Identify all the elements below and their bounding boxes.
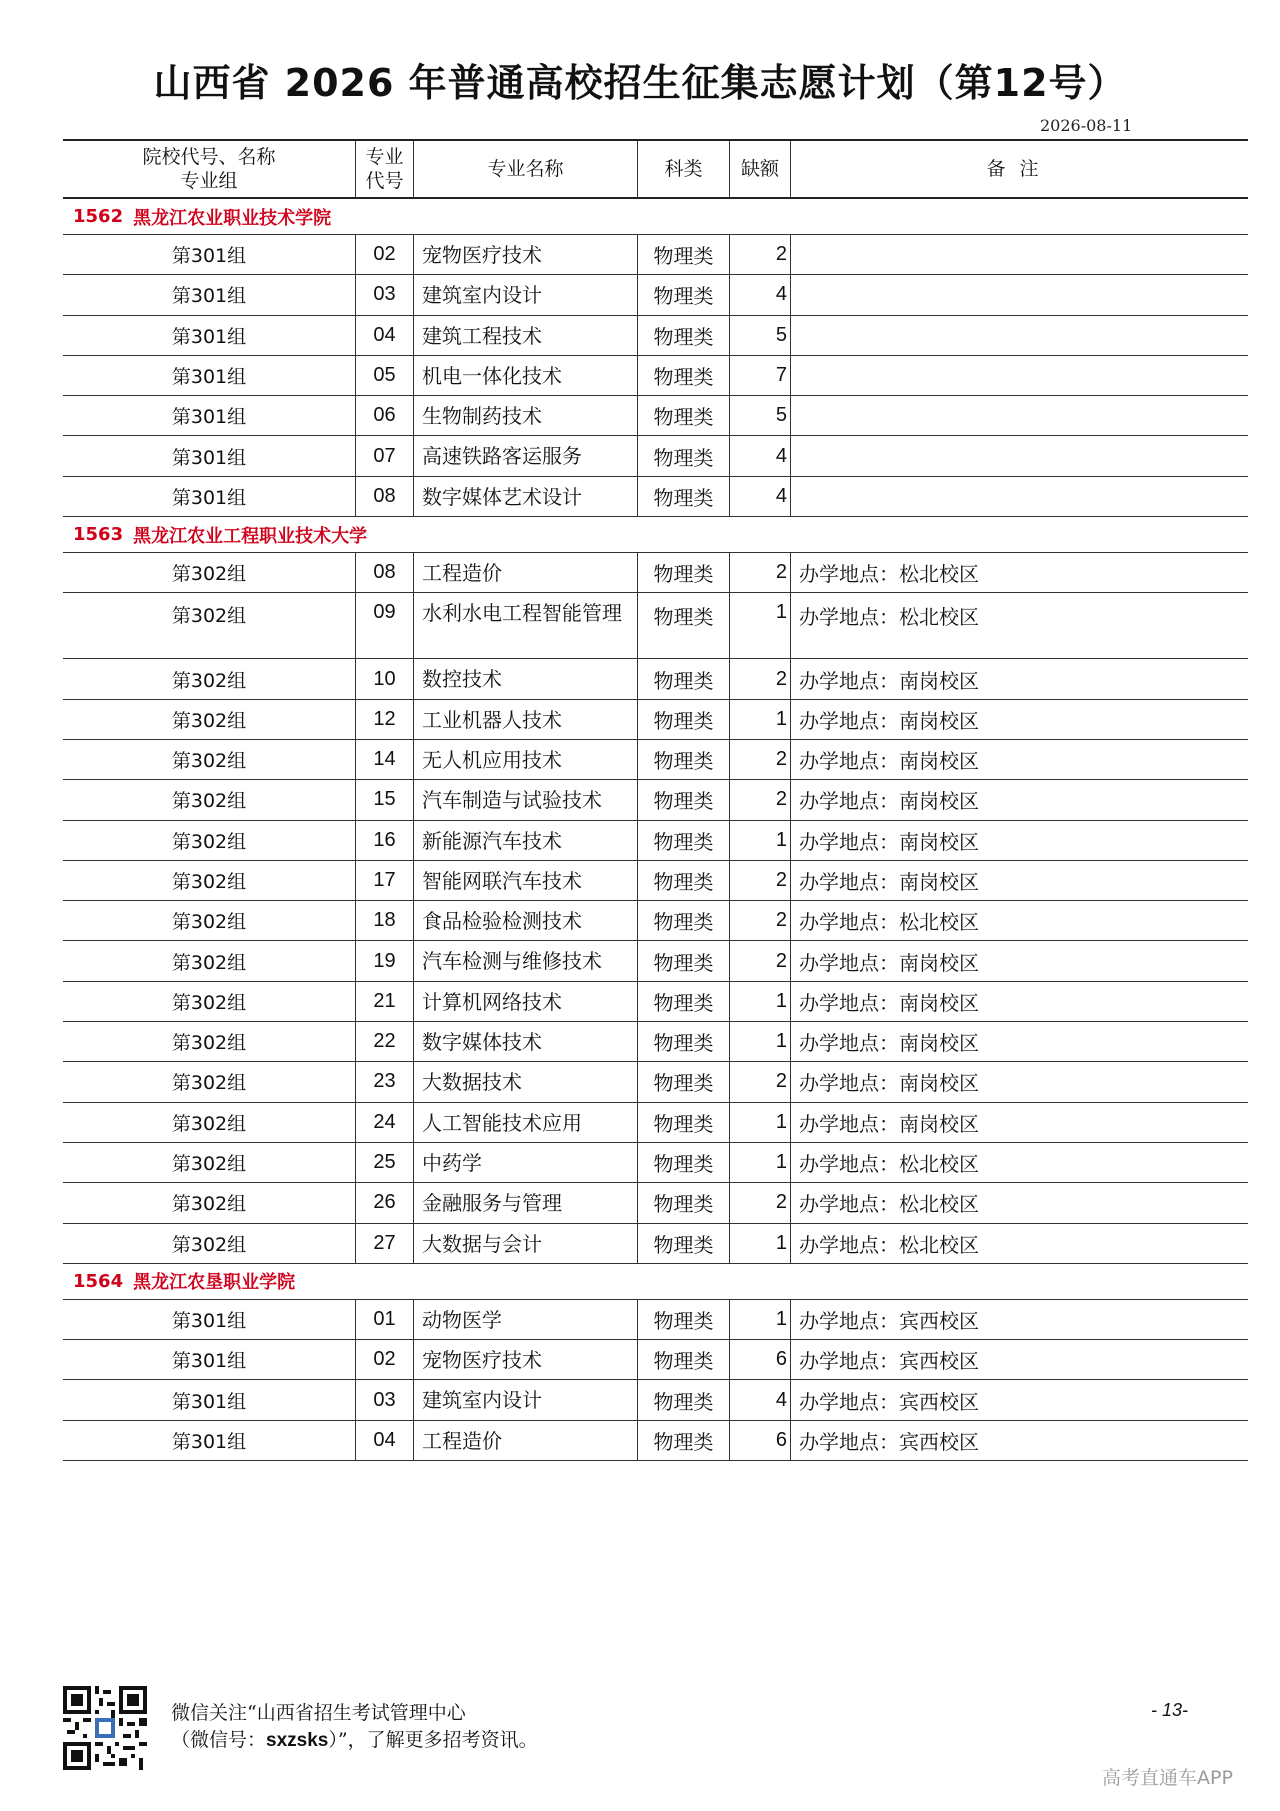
row-note: 办学地点：松北校区 (790, 901, 1248, 940)
row-note (790, 275, 1248, 314)
row-major-name: 生物制药技术 (413, 396, 637, 435)
row-quota: 1 (729, 1224, 790, 1263)
row-group: 第302组 (171, 911, 247, 934)
row-quota: 1 (729, 982, 790, 1021)
row-note: 办学地点：松北校区 (790, 1143, 1248, 1182)
row-note: 办学地点：宾西校区 (790, 1380, 1248, 1419)
table-row (63, 659, 1248, 699)
row-quota: 2 (729, 941, 790, 980)
publish-date: 2026-08-11 (1040, 116, 1133, 135)
row-quota: 2 (729, 861, 790, 900)
row-quota: 2 (729, 235, 790, 274)
row-type: 物理类 (637, 1062, 729, 1101)
row-quota: 5 (729, 396, 790, 435)
table-row (63, 780, 1248, 820)
row-major-code: 02 (355, 235, 413, 274)
row-group: 第302组 (171, 1032, 247, 1055)
row-group: 第301组 (171, 1309, 247, 1332)
table-row (63, 1062, 1248, 1102)
row-group: 第302组 (171, 563, 247, 586)
row-major-code: 18 (355, 901, 413, 940)
row-major-code: 24 (355, 1103, 413, 1142)
row-note: 办学地点：松北校区 (790, 593, 1248, 658)
row-group: 第301组 (171, 486, 247, 509)
row-quota: 5 (729, 316, 790, 355)
row-group: 第301组 (171, 285, 247, 308)
row-quota: 2 (729, 901, 790, 940)
table-row (63, 593, 1248, 659)
row-group: 第302组 (171, 871, 247, 893)
table-row (63, 477, 1248, 517)
row-major-code: 05 (355, 356, 413, 395)
table-row (63, 901, 1248, 941)
table-row (63, 700, 1248, 740)
row-quota: 2 (729, 553, 790, 592)
school-header (63, 199, 1248, 235)
row-group: 第301组 (171, 406, 247, 429)
row-quota: 1 (729, 1143, 790, 1182)
header-group-line1: 院校代号、名称 (142, 146, 276, 168)
row-major-name: 工程造价 (413, 1421, 637, 1460)
row-type: 物理类 (637, 1380, 729, 1419)
row-quota: 6 (729, 1340, 790, 1379)
row-note (790, 356, 1248, 395)
row-type: 物理类 (637, 1421, 729, 1460)
row-type: 物理类 (637, 1103, 729, 1142)
table-row (63, 861, 1248, 901)
row-group: 第301组 (171, 1350, 247, 1373)
row-major-code: 17 (355, 861, 413, 900)
row-quota: 1 (729, 1300, 790, 1339)
row-quota: 1 (729, 1022, 790, 1061)
row-quota: 1 (729, 1103, 790, 1142)
wechat-promo (171, 1700, 538, 1754)
row-major-code: 03 (355, 275, 413, 314)
header-group (63, 141, 355, 197)
header-code (355, 141, 413, 197)
row-group: 第302组 (171, 951, 247, 974)
row-group: 第301组 (171, 1390, 247, 1413)
row-major-name: 数字媒体技术 (413, 1022, 637, 1061)
table-row (63, 1340, 1248, 1380)
wechat-line2 (171, 1727, 538, 1754)
header-type: 科类 (637, 141, 729, 197)
row-type: 物理类 (637, 1143, 729, 1182)
row-note: 办学地点：南岗校区 (790, 700, 1248, 739)
row-note: 办学地点：松北校区 (790, 1224, 1248, 1263)
row-quota: 2 (729, 740, 790, 779)
row-major-code: 10 (355, 659, 413, 698)
table-row (63, 740, 1248, 780)
row-note (790, 316, 1248, 355)
row-major-code: 08 (355, 477, 413, 516)
row-group: 第301组 (171, 366, 247, 389)
row-major-code: 14 (355, 740, 413, 779)
row-major-name: 工程造价 (413, 553, 637, 592)
page-footer (63, 1686, 1248, 1776)
row-note: 办学地点：南岗校区 (790, 861, 1248, 900)
row-group: 第302组 (171, 1072, 247, 1095)
row-type: 物理类 (637, 700, 729, 739)
row-major-code: 25 (355, 1143, 413, 1182)
row-note (790, 235, 1248, 274)
row-note (790, 477, 1248, 516)
row-note: 办学地点：南岗校区 (790, 1062, 1248, 1101)
row-group: 第301组 (171, 325, 247, 348)
row-type: 物理类 (637, 740, 729, 779)
row-type: 物理类 (637, 316, 729, 355)
row-major-name: 宠物医疗技术 (413, 1340, 637, 1379)
table-row (63, 821, 1248, 861)
row-group: 第302组 (171, 750, 247, 773)
table-row (63, 1103, 1248, 1143)
row-note: 办学地点：南岗校区 (790, 780, 1248, 819)
row-major-name: 数字媒体艺术设计 (413, 477, 637, 516)
row-type: 物理类 (637, 553, 729, 592)
row-major-code: 22 (355, 1022, 413, 1061)
row-type: 物理类 (637, 356, 729, 395)
row-major-code: 04 (355, 316, 413, 355)
row-major-code: 16 (355, 821, 413, 860)
qr-code-icon (63, 1686, 147, 1770)
row-major-name: 大数据与会计 (413, 1224, 637, 1263)
school-code: 1564 (73, 1270, 124, 1292)
row-major-code: 21 (355, 982, 413, 1021)
row-type: 物理类 (637, 1183, 729, 1222)
row-note: 办学地点：松北校区 (790, 553, 1248, 592)
row-type: 物理类 (637, 1022, 729, 1061)
plan-table (63, 139, 1248, 1461)
row-type: 物理类 (637, 275, 729, 314)
row-quota: 4 (729, 436, 790, 475)
school-title (73, 1264, 305, 1299)
row-note: 办学地点：宾西校区 (790, 1421, 1248, 1460)
table-row (63, 1183, 1248, 1223)
row-note: 办学地点：南岗校区 (790, 1103, 1248, 1142)
row-major-code: 26 (355, 1183, 413, 1222)
row-quota: 7 (729, 356, 790, 395)
row-type: 物理类 (637, 982, 729, 1021)
row-type: 物理类 (637, 941, 729, 980)
table-row (63, 436, 1248, 476)
row-quota: 2 (729, 659, 790, 698)
row-major-code: 01 (355, 1300, 413, 1339)
school-title (73, 199, 341, 234)
row-note: 办学地点：南岗校区 (790, 740, 1248, 779)
row-major-code: 02 (355, 1340, 413, 1379)
table-row (63, 275, 1248, 315)
row-major-name: 食品检验检测技术 (413, 901, 637, 940)
row-major-code: 09 (355, 593, 413, 658)
row-major-name: 数控技术 (413, 659, 637, 698)
row-major-code: 27 (355, 1224, 413, 1263)
watermark: 高考直通车APP (1102, 1767, 1233, 1789)
row-major-name: 汽车制造与试验技术 (413, 780, 637, 819)
row-note: 办学地点：宾西校区 (790, 1300, 1248, 1339)
row-major-name: 水利水电工程智能管理 (413, 593, 637, 658)
row-major-name: 建筑室内设计 (413, 275, 637, 314)
row-type: 物理类 (637, 1300, 729, 1339)
row-major-code: 04 (355, 1421, 413, 1460)
row-quota: 4 (729, 477, 790, 516)
row-group: 第302组 (171, 830, 247, 853)
row-type: 物理类 (637, 396, 729, 435)
header-note: 备注 (790, 141, 1248, 197)
row-major-name: 计算机网络技术 (413, 982, 637, 1021)
row-note: 办学地点：南岗校区 (790, 821, 1248, 860)
table-row (63, 982, 1248, 1022)
row-note: 办学地点：南岗校区 (790, 982, 1248, 1021)
row-note (790, 396, 1248, 435)
row-group: 第302组 (171, 790, 247, 813)
row-type: 物理类 (637, 659, 729, 698)
table-row (63, 941, 1248, 981)
row-major-name: 高速铁路客运服务 (413, 436, 637, 475)
row-quota: 2 (729, 1062, 790, 1101)
school-name: 黑龙江农业工程职业技术大学 (133, 525, 368, 547)
row-quota: 1 (729, 821, 790, 860)
row-major-code: 08 (355, 553, 413, 592)
row-type: 物理类 (637, 821, 729, 860)
row-quota: 2 (729, 1183, 790, 1222)
table-body (63, 199, 1248, 1461)
table-row (63, 316, 1248, 356)
table-row (63, 1143, 1248, 1183)
row-group: 第302组 (171, 1112, 247, 1135)
row-major-name: 动物医学 (413, 1300, 637, 1339)
school-code: 1563 (73, 524, 124, 546)
row-group: 第302组 (171, 1153, 247, 1176)
page-title: 山西省 2026 年普通高校招生征集志愿计划（第12号） (153, 61, 1127, 105)
table-row (63, 235, 1248, 275)
row-quota: 1 (729, 700, 790, 739)
school-header (63, 1264, 1248, 1300)
header-quota: 缺额 (729, 141, 790, 197)
row-major-name: 新能源汽车技术 (413, 821, 637, 860)
row-major-name: 中药学 (413, 1143, 637, 1182)
table-row (63, 1380, 1248, 1420)
row-type: 物理类 (637, 861, 729, 900)
school-title (73, 517, 377, 552)
table-row (63, 396, 1248, 436)
row-group: 第302组 (171, 709, 247, 732)
row-major-name: 无人机应用技术 (413, 740, 637, 779)
row-major-code: 06 (355, 396, 413, 435)
table-row (63, 1224, 1248, 1264)
row-group: 第302组 (171, 991, 247, 1014)
row-type: 物理类 (637, 901, 729, 940)
row-major-name: 工业机器人技术 (413, 700, 637, 739)
row-note: 办学地点：松北校区 (790, 1183, 1248, 1222)
wechat-line2-pre: （微信号： (171, 1729, 267, 1751)
row-group: 第302组 (171, 1193, 247, 1216)
school-name: 黑龙江农业职业技术学院 (133, 207, 332, 229)
row-major-code: 07 (355, 436, 413, 475)
table-row (63, 1022, 1248, 1062)
row-note: 办学地点：南岗校区 (790, 941, 1248, 980)
row-group: 第302组 (171, 669, 247, 692)
row-major-name: 智能网联汽车技术 (413, 861, 637, 900)
row-group: 第301组 (171, 1430, 247, 1453)
row-group: 第301组 (171, 245, 247, 268)
header-code-line2: 代号 (365, 170, 404, 192)
table-row (63, 356, 1248, 396)
row-major-name: 人工智能技术应用 (413, 1103, 637, 1142)
row-type: 物理类 (637, 593, 729, 658)
school-code: 1562 (73, 206, 124, 227)
header-code-line1: 专业 (365, 146, 404, 168)
wechat-id: sxzsks (266, 1730, 329, 1751)
page-number: - 13- (1150, 1700, 1188, 1720)
row-type: 物理类 (637, 780, 729, 819)
header-major-name: 专业名称 (413, 141, 637, 197)
row-type: 物理类 (637, 477, 729, 516)
row-quota: 4 (729, 1380, 790, 1419)
table-row (63, 1300, 1248, 1340)
row-major-name: 大数据技术 (413, 1062, 637, 1101)
row-quota: 1 (729, 593, 790, 658)
row-major-name: 建筑工程技术 (413, 316, 637, 355)
wechat-line2-post: ）”，了解更多招考资讯。 (328, 1729, 538, 1751)
row-note: 办学地点：南岗校区 (790, 659, 1248, 698)
row-quota: 2 (729, 780, 790, 819)
row-type: 物理类 (637, 1224, 729, 1263)
table-row (63, 553, 1248, 593)
row-major-name: 机电一体化技术 (413, 356, 637, 395)
row-major-code: 12 (355, 700, 413, 739)
row-quota: 4 (729, 275, 790, 314)
school-header (63, 517, 1248, 553)
school-name: 黑龙江农垦职业学院 (133, 1272, 296, 1294)
row-note: 办学地点：南岗校区 (790, 1022, 1248, 1061)
table-header (63, 139, 1248, 199)
row-major-code: 23 (355, 1062, 413, 1101)
row-note (790, 436, 1248, 475)
wechat-line1: 微信关注“山西省招生考试管理中心 (171, 1702, 466, 1724)
row-major-name: 建筑室内设计 (413, 1380, 637, 1419)
row-group: 第302组 (171, 1233, 247, 1256)
row-major-name: 汽车检测与维修技术 (413, 941, 637, 980)
row-type: 物理类 (637, 235, 729, 274)
row-major-name: 金融服务与管理 (413, 1183, 637, 1222)
row-type: 物理类 (637, 436, 729, 475)
table-row (63, 1421, 1248, 1461)
row-group: 第301组 (171, 446, 247, 469)
row-group: 第302组 (171, 605, 247, 628)
header-group-line2: 专业组 (180, 170, 238, 192)
row-major-code: 19 (355, 941, 413, 980)
row-type: 物理类 (637, 1340, 729, 1379)
row-major-code: 03 (355, 1380, 413, 1419)
row-major-code: 15 (355, 780, 413, 819)
row-quota: 6 (729, 1421, 790, 1460)
row-note: 办学地点：宾西校区 (790, 1340, 1248, 1379)
row-major-name: 宠物医疗技术 (413, 235, 637, 274)
